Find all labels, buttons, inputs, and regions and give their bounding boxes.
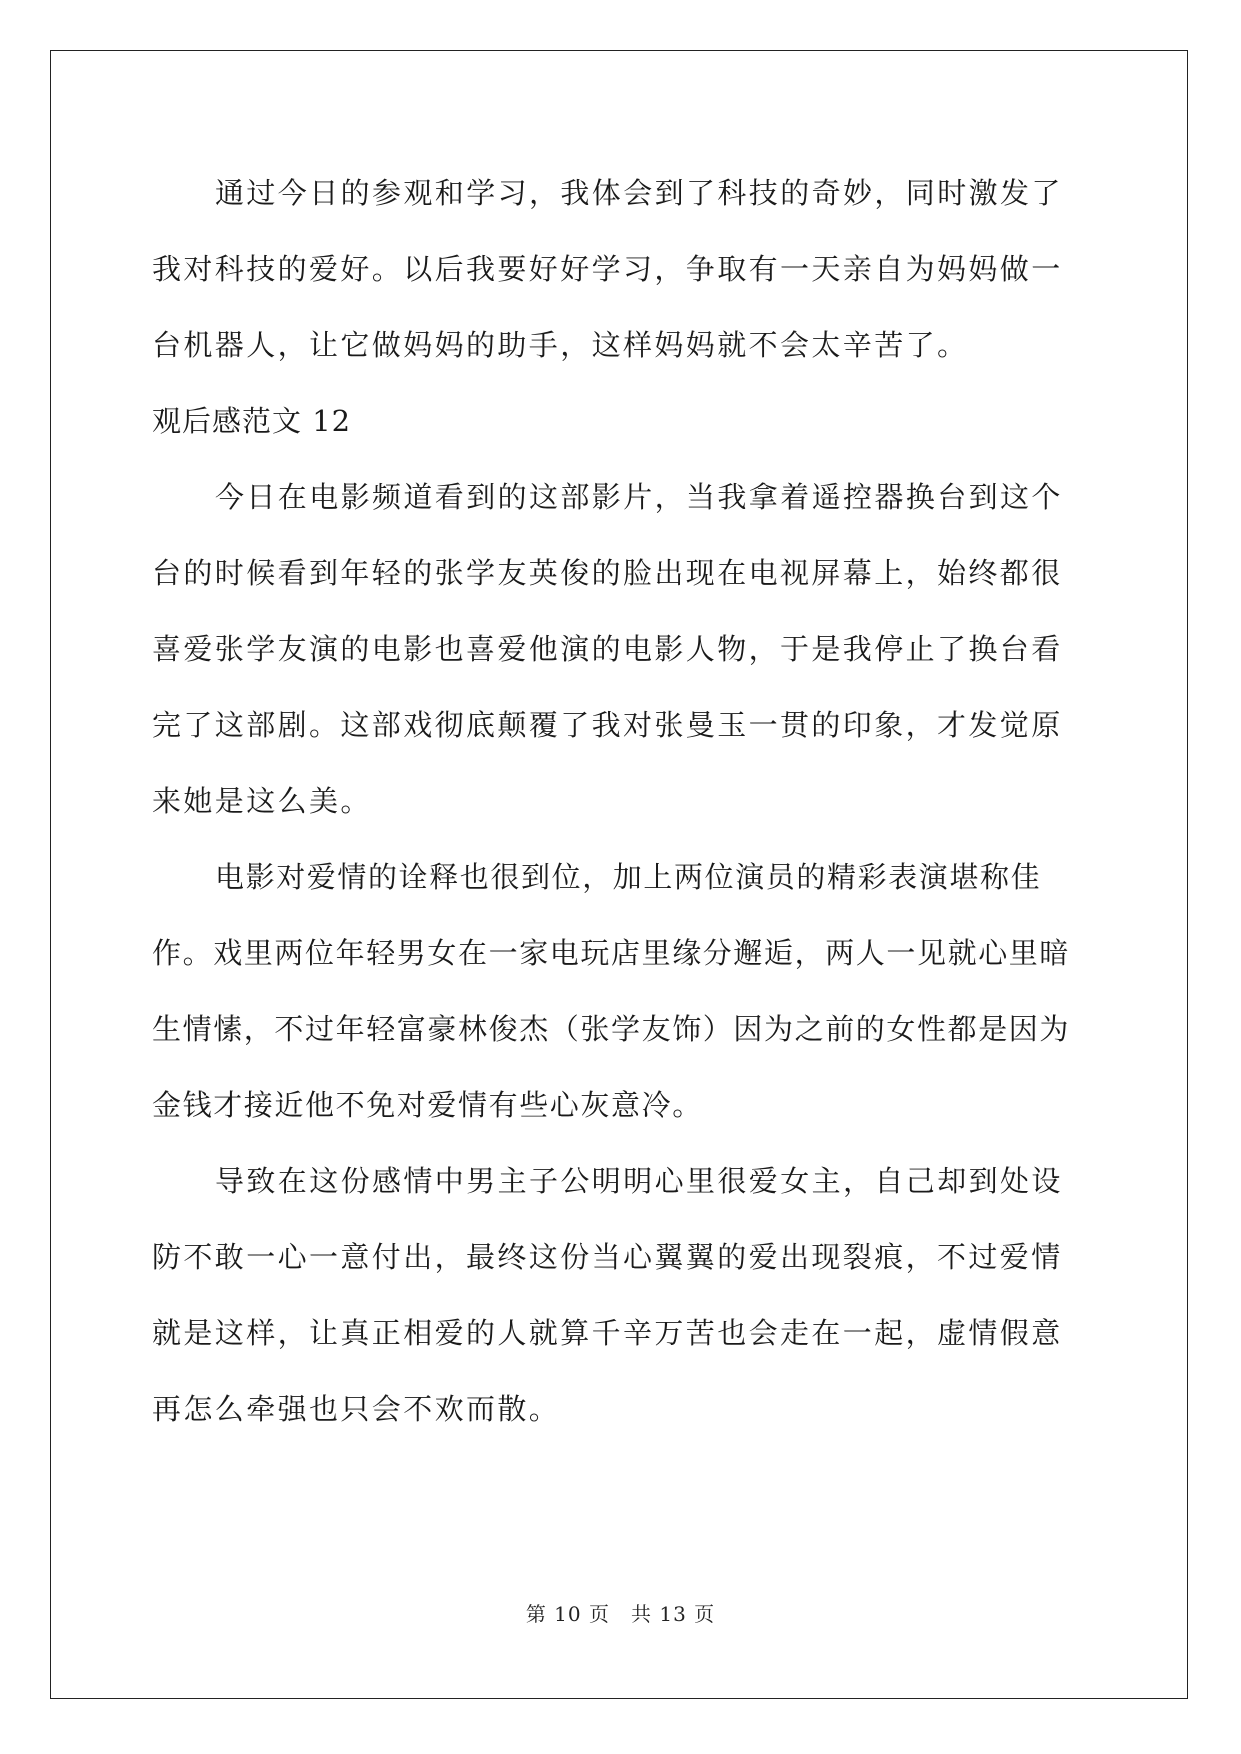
- body-paragraph: 通过今日的参观和学习，我体会到了科技的奇妙，同时激发了我对科技的爱好。以后我要好好学习，争取有一天亲自为妈妈做一台机器人，让它做妈妈的助手，这样妈妈就不会太辛苦了。: [152, 176, 1063, 362]
- section-heading: 观后感范文 12: [152, 404, 352, 438]
- body-paragraph: 今日在电影频道看到的这部影片，当我拿着遥控器换台到这个台的时候看到年轻的张学友英俊的脸出现在电视屏幕上，始终都很喜爱张学友演的电影也喜爱他演的电影人物，于是我停止了换台看完了这部剧。这部戏彻底颠覆了我对张曼玉一贯的印象，才发觉原来她是这么美。: [152, 480, 1063, 818]
- document-body: [152, 155, 1088, 1447]
- page-number-footer: 第 10 页 共 13 页: [525, 1602, 716, 1626]
- body-paragraph: 导致在这份感情中男主子公明明心里很爱女主，自己却到处设防不敢一心一意付出，最终这份当心翼翼的爱出现裂痕，不过爱情就是这样，让真正相爱的人就算千辛万苦也会走在一起，虚情假意再怎么牵强也只会不欢而散。: [152, 1164, 1063, 1426]
- body-paragraph: 电影对爱情的诠释也很到位，加上两位演员的精彩表演堪称佳作。戏里两位年轻男女在一家电玩店里缘分邂逅，两人一见就心里暗生情愫，不过年轻富豪林俊杰（张学友饰）因为之前的女性都是因为金钱才接近他不免对爱情有些心灰意冷。: [152, 860, 1071, 1122]
